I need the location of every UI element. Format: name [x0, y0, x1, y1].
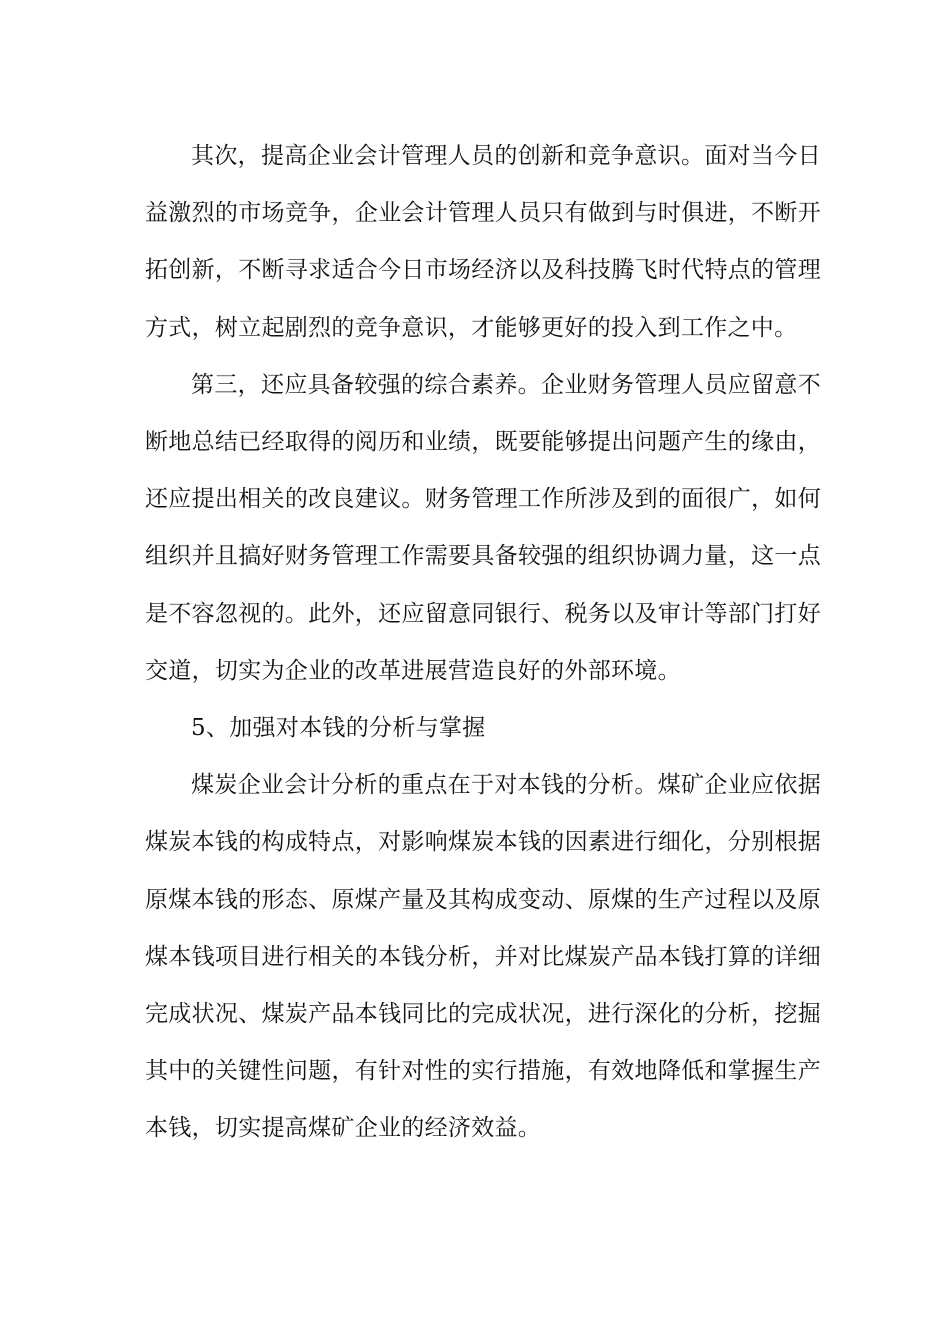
document-body	[145, 128, 821, 1158]
paragraph-cost-analysis: 煤炭企业会计分析的重点在于对本钱的分析。煤矿企业应依据煤炭本钱的构成特点，对影响煤炭本钱的因素进行细化，分别根据原煤本钱的形态、原煤产量及其构成变动、原煤的生产过程以及原煤本钱项目进行相关的本钱分析，并对比煤炭产品本钱打算的详细完成状况、煤炭产品本钱同比的完成状况，进行深化的分析，挖掘其中的关键性问题，有针对性的实行措施，有效地降低和掌握生产本钱，切实提高煤矿企业的经济效益。	[145, 772, 821, 1142]
section-heading-cost-analysis: 5、加强对本钱的分析与掌握	[191, 715, 486, 742]
paragraph-innovation-awareness: 其次，提高企业会计管理人员的创新和竞争意识。面对当今日益激烈的市场竞争，企业会计管理人员只有做到与时俱进，不断开拓创新，不断寻求适合今日市场经济以及科技腾飞时代特点的管理方式，树立起剧烈的竞争意识，才能够更好的投入到工作之中。	[145, 143, 821, 341]
paragraph-comprehensive-quality: 第三，还应具备较强的综合素养。企业财务管理人员应留意不断地总结已经取得的阅历和业绩，既要能够提出问题产生的缘由，还应提出相关的改良建议。财务管理工作所涉及到的面很广，如何组织并且搞好财务管理工作需要具备较强的组织协调力量，这一点是不容忽视的。此外，还应留意同银行、税务以及审计等部门打好交道，切实为企业的改革进展营造良好的外部环境。	[145, 371, 821, 684]
